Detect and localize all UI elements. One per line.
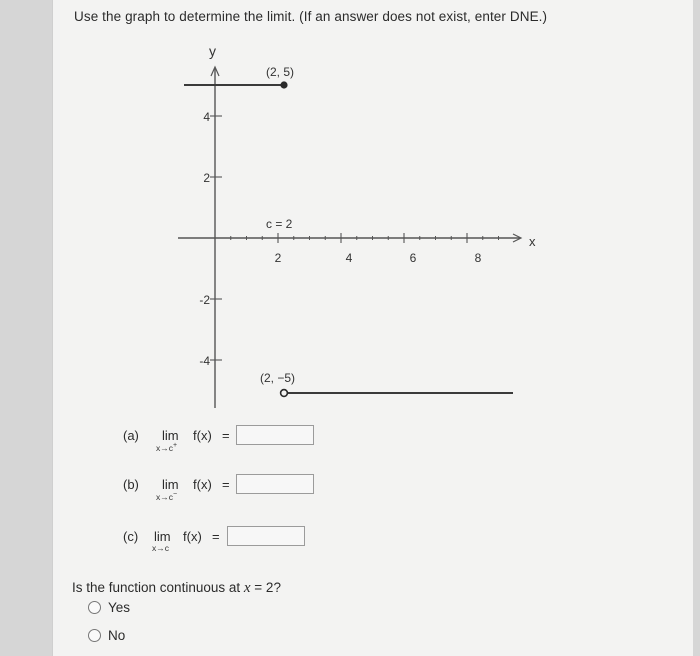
limit-subscript [152, 543, 169, 553]
x-axis-label: x [529, 234, 536, 249]
function-notation: f(x) [183, 529, 202, 544]
limit-notation [156, 477, 179, 502]
radio-button[interactable] [88, 601, 101, 614]
x-tick-label: 2 [274, 251, 282, 265]
bottom-point-label: (2, −5) [260, 371, 296, 385]
y-tick-label: 4 [203, 110, 210, 124]
option-label: Yes [108, 600, 131, 615]
limit-side: + [173, 442, 178, 449]
continuity-question [72, 580, 281, 597]
x-tick-label: 8 [474, 251, 482, 265]
lim-word: lim [162, 428, 179, 443]
function-notation: f(x) [193, 477, 212, 492]
continuity-variable: x [243, 580, 251, 596]
limit-notation [156, 428, 179, 453]
continuity-prefix: Is the function continuous at [72, 580, 244, 595]
y-axis-label: y [209, 43, 216, 59]
limit-subscript [156, 442, 177, 453]
question-instruction: Use the graph to determine the limit. (If an answer does not exist, enter DNE.) [74, 9, 548, 24]
top-piece-closed-endpoint [280, 81, 287, 88]
y-tick-label: -2 [199, 293, 210, 307]
lim-word: lim [154, 529, 171, 544]
c-label: c = 2 [266, 217, 293, 231]
y-tick-label: -4 [199, 354, 210, 368]
radio-button[interactable] [88, 629, 101, 642]
limit-approach: x→c [156, 491, 173, 502]
continuity-suffix: = 2? [250, 580, 281, 595]
limit-subscript [156, 491, 177, 502]
bottom-piece-open-endpoint [281, 390, 288, 397]
answer-input-b[interactable] [236, 474, 314, 494]
limit-notation [152, 529, 171, 553]
equals-sign: = [212, 529, 220, 544]
answer-input-a[interactable] [236, 425, 314, 445]
part-letter: (a) [123, 428, 139, 443]
function-notation: f(x) [193, 428, 212, 443]
part-letter: (c) [123, 529, 139, 544]
part-letter: (b) [123, 477, 139, 492]
lim-word: lim [162, 477, 179, 492]
limit-side: − [173, 491, 178, 498]
x-tick-label: 6 [409, 251, 417, 265]
top-point-label: (2, 5) [266, 65, 295, 79]
limit-approach: x→c [156, 442, 173, 453]
y-tick-label: 2 [203, 171, 210, 185]
equals-sign: = [222, 428, 230, 443]
limit-approach: x→c [152, 543, 169, 553]
answer-input-c[interactable] [227, 526, 305, 546]
option-label: No [108, 628, 126, 643]
equals-sign: = [222, 477, 230, 492]
x-tick-label: 4 [345, 251, 353, 265]
